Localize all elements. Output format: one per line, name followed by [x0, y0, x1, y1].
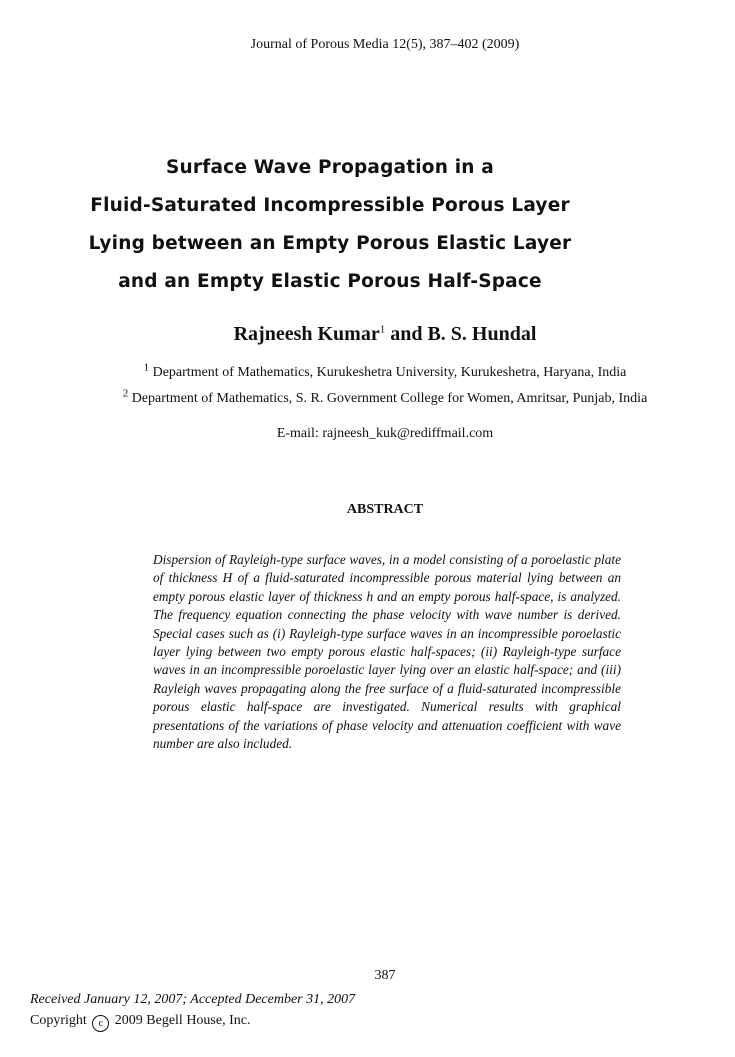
title-line-3: Lying between an Empty Porous Elastic Layer: [88, 233, 572, 254]
affiliation-2-mark: 2: [122, 387, 129, 400]
received-dates: Received January 12, 2007; Accepted December 31, 2007: [30, 992, 356, 1007]
affiliation-1: [0, 361, 735, 381]
title-line-2: Fluid-Saturated Incompressible Porous Layer: [90, 195, 570, 216]
title-line-4: and an Empty Elastic Porous Half-Space: [118, 271, 542, 292]
copyright-line: [30, 1013, 250, 1032]
affiliation-2: [0, 387, 735, 407]
title-line-1: Surface Wave Propagation in a: [166, 157, 494, 178]
affiliation-1-mark: 1: [143, 361, 150, 374]
copyright-icon: c: [92, 1015, 109, 1032]
affiliation-2-text: Department of Mathematics, S. R. Government College for Women, Amritsar, Punjab, India: [131, 391, 648, 406]
copyright-label: Copyright: [30, 1013, 87, 1028]
author-1-affiliation-mark: 1: [379, 323, 386, 336]
author-2: B. S. Hundal: [427, 323, 537, 345]
abstract-text: Dispersion of Rayleigh-type surface waves, in a model consisting of a poroelastic plate of thickness H of a fluid-saturated incompressible porous material lying between an empty porous elastic layer of thickness h and an empty porous half-space, is analyzed. The frequency equation connecting the phase velocity with wave number is derived. Special cases such as (i) Rayleigh-type surface waves in an incompressible poroelastic layer lying between two empty porous elastic half-spaces; (ii) Rayleigh-type surface waves in an incompressible poroelastic layer lying over an elastic half-space; and (iii) Rayleigh waves propagating along the free surface of a fluid-saturated incompressible porous elastic half-space are investigated. Numerical results with graphical presentations of the variations of phase velocity and attenuation coefficient with wave number are also included.: [153, 552, 621, 752]
copyright-holder: 2009 Begell House, Inc.: [114, 1013, 251, 1028]
author-joiner: and: [385, 323, 428, 345]
page-number: 387: [374, 968, 396, 983]
contact-email: E-mail: rajneesh_kuk@rediffmail.com: [276, 426, 494, 441]
author-list: [0, 323, 735, 346]
abstract-heading: ABSTRACT: [346, 502, 424, 517]
author-1: Rajneesh Kumar: [233, 323, 380, 345]
journal-reference: Journal of Porous Media 12(5), 387–402 (2009): [250, 37, 520, 52]
affiliation-1-text: Department of Mathematics, Kurukeshetra University, Kurukeshetra, Haryana, India: [152, 365, 627, 380]
